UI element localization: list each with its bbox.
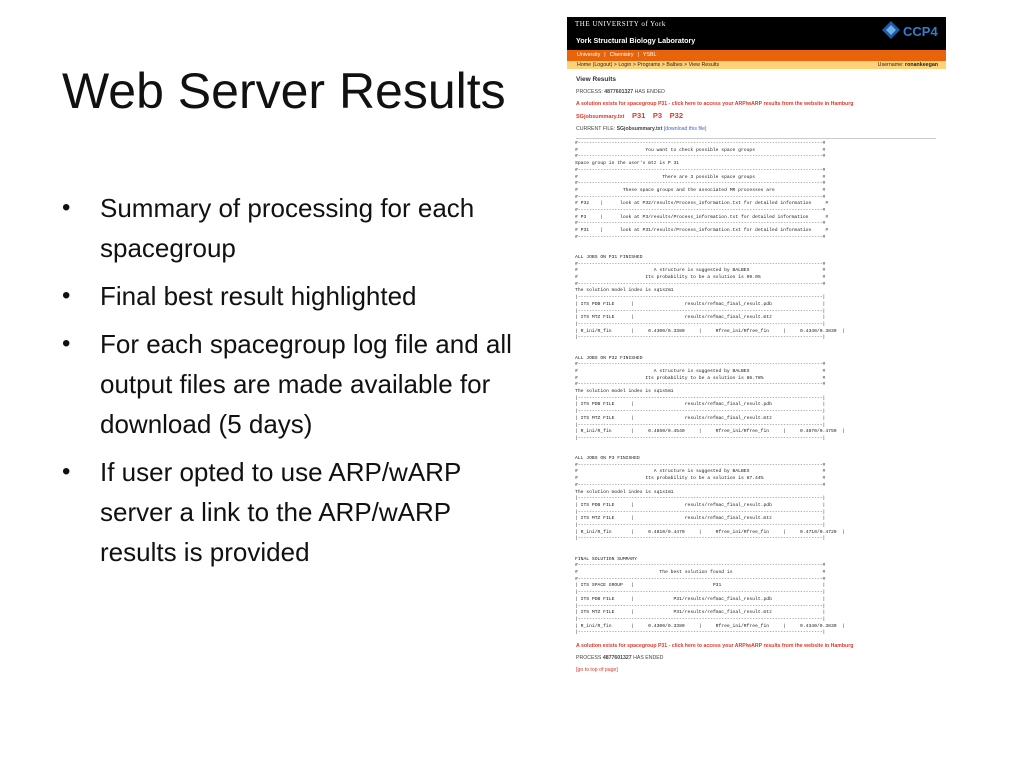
breadcrumb-path[interactable]: Home (Logout) > Login > Programs > Balbes > View Results: [577, 62, 720, 68]
bullet-text: If user opted to use ARP/wARP server a link to the ARP/wARP results is provided: [100, 457, 461, 567]
nav-chemistry-link[interactable]: Chemistry: [609, 52, 634, 58]
nav-university-link[interactable]: University: [577, 52, 601, 58]
username-value: ronankeegan: [905, 62, 938, 68]
site-header: [567, 17, 946, 50]
arp-warp-link[interactable]: A solution exists for spacegroup P31 - click here to access your ARP/wARP results from the website in Hamburg: [576, 101, 854, 107]
bullet-item: [62, 276, 532, 316]
current-file-name: SGjobsummary.txt: [616, 126, 663, 132]
username-label: Username:: [877, 62, 904, 68]
nav-separator: |: [604, 52, 606, 58]
current-file-label: CURRENT FILE:: [576, 126, 616, 132]
footer-process-status: HAS ENDED: [633, 655, 664, 662]
university-name: THE UNIVERSITY of York: [575, 20, 666, 28]
process-label: PROCESS:: [576, 89, 603, 95]
bullet-item: [62, 324, 532, 444]
footer-arp-warp-link[interactable]: A solution exists for spacegroup P31 - click here to access your ARP/wARP results from the website in Hamburg: [576, 643, 854, 650]
spacegroup-links: [567, 111, 946, 120]
ccp4-logo: [880, 19, 942, 48]
bullet-item: [62, 188, 532, 268]
bullet-marker: •: [62, 282, 71, 309]
ccp4-logo-text: CCP4: [903, 24, 938, 39]
spacegroup-link-p31[interactable]: P31: [632, 111, 646, 120]
bullet-text: Final best result highlighted: [100, 281, 417, 311]
go-to-top-link[interactable]: [go to top of page]: [576, 667, 618, 674]
site-nav: [567, 50, 946, 61]
nav-ysbl-link[interactable]: YSBL: [642, 52, 657, 58]
username-display: [878, 61, 938, 69]
process-id: 4877601327: [604, 89, 634, 95]
bullet-list: [62, 188, 532, 580]
web-server-screenshot: [567, 17, 946, 729]
breadcrumb: [567, 61, 946, 69]
bullet-item: [62, 452, 532, 572]
view-results-title: View Results: [576, 76, 616, 83]
lab-name: York Structural Biology Laboratory: [576, 36, 696, 45]
spacegroup-link-p32[interactable]: P32: [669, 111, 683, 120]
footer-process-label: PROCESS: [576, 655, 602, 662]
slide-title: Web Server Results: [62, 63, 506, 119]
download-file-link[interactable]: [download this file]: [663, 126, 707, 132]
bullet-text: Summary of processing for each spacegroup: [100, 193, 475, 263]
footer-process-status-line: [567, 655, 946, 661]
process-status-line: [567, 89, 946, 95]
nav-separator: |: [637, 52, 639, 58]
bullet-marker: •: [62, 330, 71, 357]
job-summary-log: #---------------------------------------------------------------------------------------# # You want to check possible space groups # #---------------------------------------------------------------------------------------# Space group in the user's mtz is P 31 #---------------------------------------------------------------------------------------# # There are 3 possible space groups # #---------------------------------------------------------------------------------------# # These space groups and the associated MR processes are # #---------------------------------------------------------------------------------------# # P32 | look at P32/results/Process_information.txt for detailed information # #---------------------------------------------------------------------------------------# # P3 | look at P3/results/Process_information.txt for detailed information # #---------------------------------------------------------------------------------------# # P31 | look at P31/results/Process_information.txt for detailed information # #---------------------------------------------------------------------------------------# ALL JOBS ON P31 FINISHED #---------------------------------------------------------------------------------------# # A structure is suggested by BALBES # # Its probability to be a solution is 99.0% # #---------------------------------------------------------------------------------------# The solution model index is sq1s2m1 |---------------------------------------------------------------------------------------| | ITS PDB FILE | results/refmac_final_result.pdb | |---------------------------------------------------------------------------------------| | ITS MTZ FILE | results/refmac_final_result.mtz | |---------------------------------------------------------------------------------------| | R_ini/R_fin | 0.4300/0.3380 | Rfree_ini/Rfree_fin | 0.4340/0.3830 | |---------------------------------------------------------------------------------------| ALL JOBS ON P32 FINISHED #---------------------------------------------------------------------------------------# # A structure is suggested by BALBES # # Its probability to be a solution is 86.78% # #---------------------------------------------------------------------------------------# The solution model index is sq1s5m1 |---------------------------------------------------------------------------------------| | ITS PDB FILE | results/refmac_final_result.pdb | |---------------------------------------------------------------------------------------| | ITS MTZ FILE | results/refmac_final_result.mtz | |---------------------------------------------------------------------------------------| | R_ini/R_fin | 0.4850/0.4540 | Rfree_ini/Rfree_fin | 0.4870/0.4750 | |---------------------------------------------------------------------------------------| ALL JOBS ON P3 FINISHED #---------------------------------------------------------------------------------------# # A structure is suggested by BALBES # # Its probability to be a solution is 87.44% # #---------------------------------------------------------------------------------------# The solution model index is sq1s1m1 |---------------------------------------------------------------------------------------| | ITS PDB FILE | results/refmac_final_result.pdb | |---------------------------------------------------------------------------------------| | ITS MTZ FILE | results/refmac_final_result.mtz | |---------------------------------------------------------------------------------------| | R_ini/R_fin | 0.4810/0.4470 | Rfree_ini/Rfree_fin | 0.4710/0.4720 | |---------------------------------------------------------------------------------------| FINAL SOLUTION SUMMARY #---------------------------------------------------------------------------------------# # The best solution found is # #---------------------------------------------------------------------------------------# | ITS SPACE GROUP | P31 | |---------------------------------------------------------------------------------------| | ITS PDB FILE | P31/results/refmac_final_result.pdb | |---------------------------------------------------------------------------------------| | ITS MTZ FILE | P31/results/refmac_final_result.mtz | |---------------------------------------------------------------------------------------| | R_ini/R_fin | 0.4300/0.3380 | Rfree_ini/Rfree_fin | 0.4340/0.3830 | |---------------------------------------------------------------------------------------|: [575, 141, 846, 636]
bullet-text: For each spacegroup log file and all output files are made available for download (5 days): [100, 329, 512, 439]
spacegroup-link-p3[interactable]: P3: [652, 111, 663, 120]
footer-process-id: 4877601327: [602, 655, 632, 662]
bullet-marker: •: [62, 194, 71, 221]
summary-file-link[interactable]: SGjobsummary.txt: [576, 114, 625, 120]
bullet-marker: •: [62, 458, 71, 485]
process-status: HAS ENDED: [634, 89, 665, 95]
current-file-line: [567, 126, 946, 132]
